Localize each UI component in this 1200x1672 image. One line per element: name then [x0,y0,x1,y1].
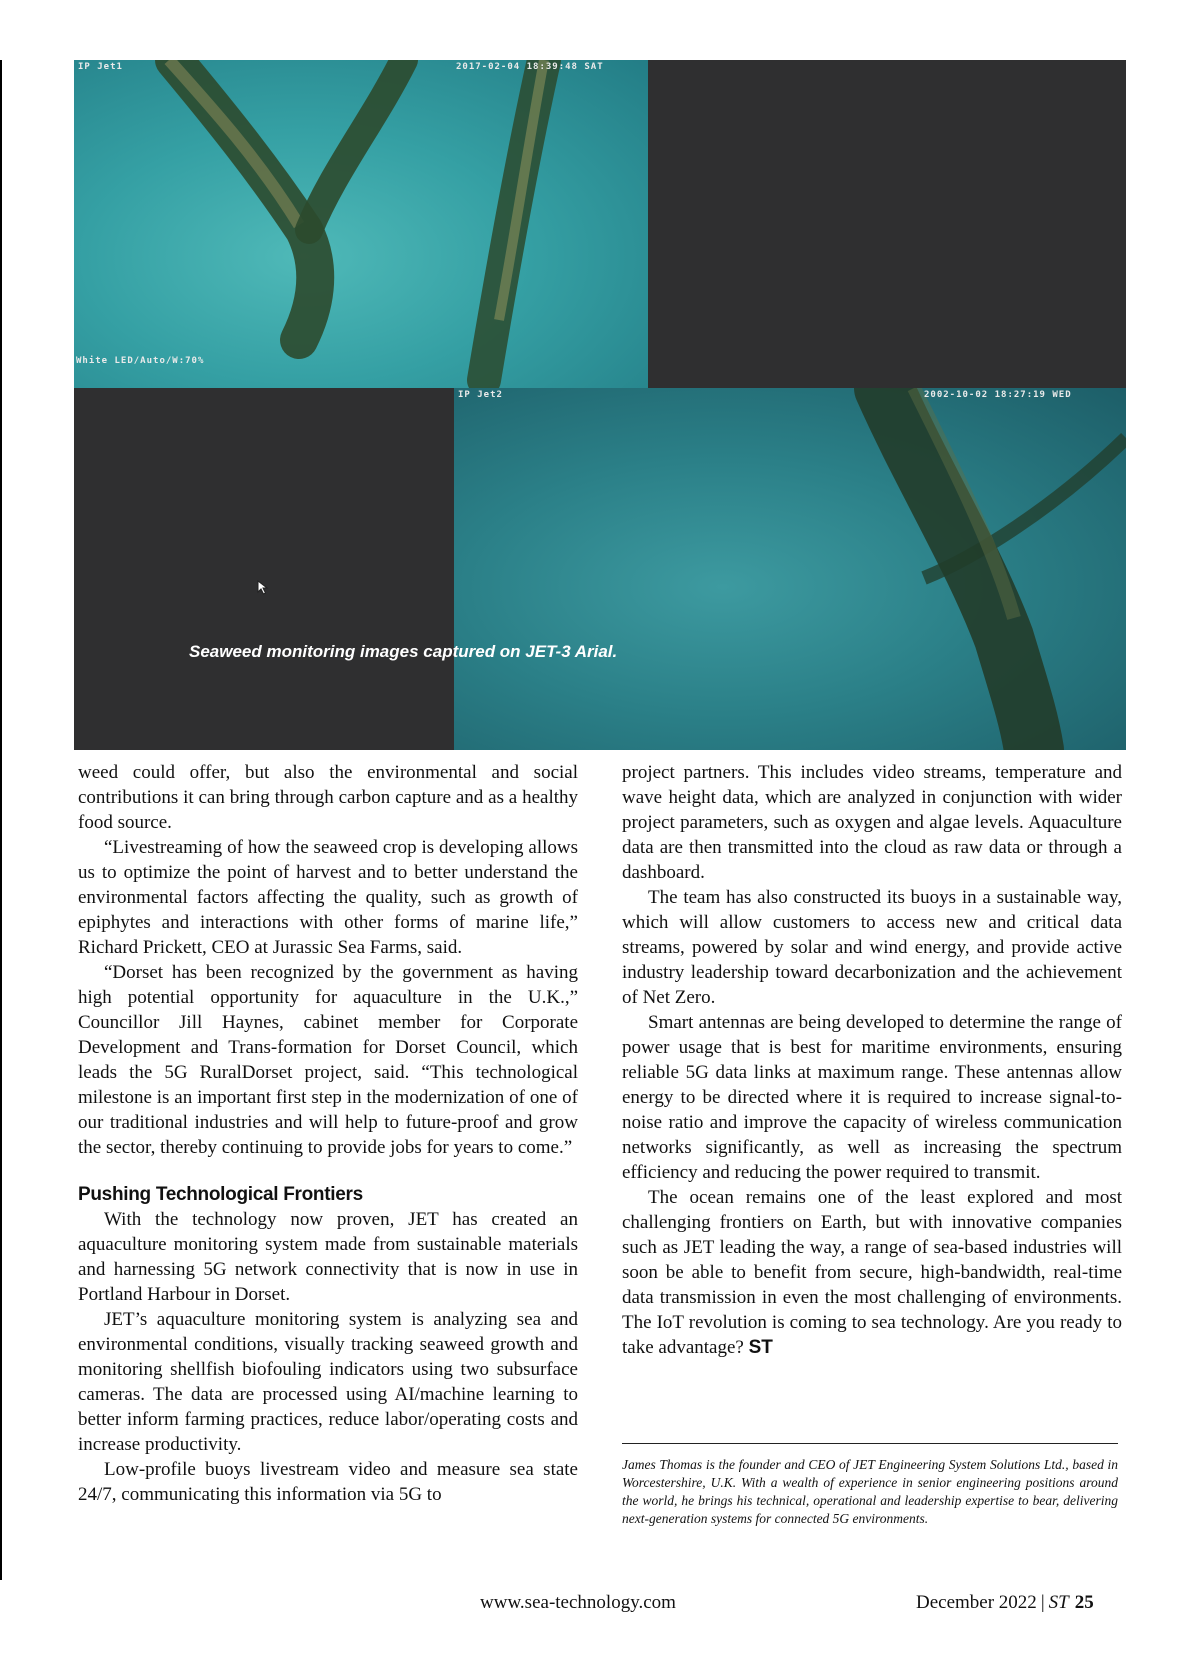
left-column [78,760,578,1507]
paragraph-text: The ocean remains one of the least explored and most challenging frontiers on Earth, but with innovative companies such as JET leading the way, a range of sea-based industries will soon be able to benefit from secure, high-bandwidth, real-time data transmission in even the most challenging of environments. The IoT revolution is coming to sea technology. Are you ready to take advantage? [622,1187,1122,1358]
footer-magazine: ST [1048,1592,1069,1613]
bio-divider [622,1443,1118,1444]
paragraph: The team has also constructed its buoys in a sustainable way, which will allow customers to access new and critical data streams, powered by solar and wind energy, and provide active industry leadership toward decarbonization and the achievement of Net Zero. [622,887,1122,1008]
right-column [622,760,1122,1360]
seaweed-rope-illustration [74,60,648,388]
paragraph: With the technology now proven, JET has created an aquaculture monitoring system made from sustainable materials and harnessing 5G network connectivity that is now in use in Portland Harbour in Dorset. [78,1209,578,1305]
page-number: 25 [1074,1592,1094,1613]
paragraph: project partners. This includes video streams, temperature and wave height data, which are analyzed in conjunction with wider project parameters, such as oxygen and algae levels. Aquaculture data are then transmitted into the cloud as raw data or through a dashboard. [622,762,1122,883]
author-bio: James Thomas is the founder and CEO of JET Engineering System Solutions Ltd., based in Worcestershire, U.K. With a wealth of experience in senior engineering positions around the world, he brings his technical, operational and leadership expertise to bear, delivering next-generation systems for connected 5G environments. [622,1457,1118,1526]
footer-date: December 2022 [916,1592,1037,1613]
paragraph: “Livestreaming of how the seaweed crop is developing allows us to optimize the point of harvest and to better understand the environmental factors affecting the quality, such as growth of epiphytes and interactions with other forms of marine life,” Richard Prickett, CEO at Jurassic Sea Farms, said. [78,837,578,958]
camera-figure [74,60,1126,750]
paragraph: Smart antennas are being developed to determine the range of power usage that is best for maritime environments, ensuring reliable 5G data links at maximum range. These antennas allow energy to be directed where it is required to increase signal-to-noise ratio and improve the capacity of wireless communication networks significantly, as well as increasing the spectrum efficiency and reducing the power required to transmit. [622,1012,1122,1183]
camera-1-timestamp: 2017-02-04 18:39:48 SAT [456,62,604,72]
seaweed-rope-illustration-2 [454,388,1126,750]
footer-issue [916,1592,1094,1614]
paragraph: JET’s aquaculture monitoring system is analyzing sea and environmental conditions, visually tracking seaweed growth and monitoring shellfish biofouling indicators using two subsurface cameras. The data are processed using AI/machine learning to better inform farming practices, reduce labor/operating costs and increase productivity. [78,1309,578,1455]
camera-2-timestamp: 2002-10-02 18:27:19 WED [924,390,1072,400]
camera-1-view [74,60,648,388]
paragraph: Low-profile buoys livestream video and measure sea state 24/7, communicating this information via 5G to [78,1459,578,1505]
end-mark: ST [748,1337,773,1358]
camera-2-view [454,388,1126,750]
paragraph: “Dorset has been recognized by the government as having high potential opportunity for aquaculture in the U.K.,” Councillor Jill Haynes, cabinet member for Corporate Development and Trans-formation for Dorset Council, which leads the 5G RuralDorset project, said. “This technological milestone is an important first step in the modernization of one of our traditional industries and will help to future-proof and grow the sector, thereby continuing to provide jobs for years to come.” [78,962,578,1158]
figure-caption: Seaweed monitoring images captured on JET-3 Arial. [189,642,618,661]
paragraph-final [622,1185,1122,1360]
camera-2-label: IP Jet2 [458,390,503,400]
footer-separator: | [1040,1592,1045,1613]
cursor-arrow-icon [257,580,271,596]
page-edge-rule [0,60,2,1580]
section-heading: Pushing Technological Frontiers [78,1184,363,1205]
camera-1-label: IP Jet1 [78,62,123,72]
paragraph: weed could offer, but also the environmental and social contributions it can bring through carbon capture and as a healthy food source. [78,762,578,833]
camera-1-status: White LED/Auto/W:70% [76,356,205,366]
footer-url: www.sea-technology.com [480,1592,676,1613]
